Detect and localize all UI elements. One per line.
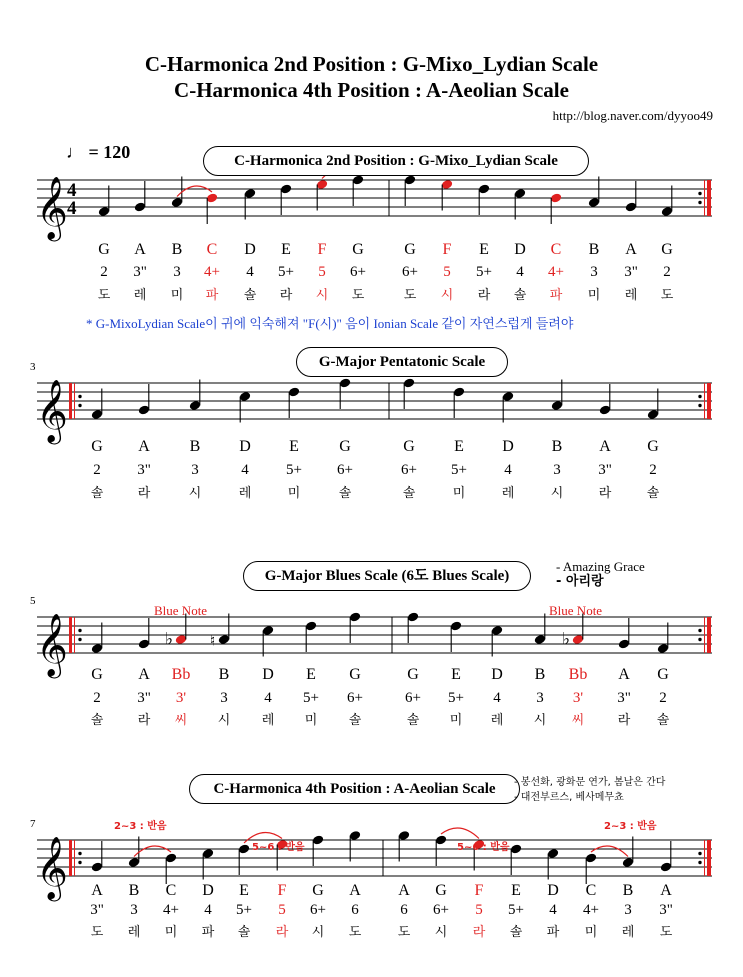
note-name: C [550,241,562,258]
hole-number: 5 [443,264,451,280]
solfege-label: 미 [587,288,601,303]
note-name: D [547,882,559,899]
note-name: E [289,438,299,455]
hole-number: 4 [204,902,212,918]
note-name: D [262,666,274,683]
solfege-label: 파 [546,925,560,940]
solfege-label: 도 [351,288,365,303]
hole-number: 6+ [402,264,418,280]
note-name: G [435,882,447,899]
note-name: C [165,882,177,899]
note-name: A [625,241,637,258]
hole-number: 3 [191,462,199,478]
hole-number: 5+ [448,690,464,706]
repeat-dot [698,638,701,641]
hole-number: 4 [264,690,272,706]
hole-number: 3' [572,690,584,706]
solfege-label: 시 [188,486,202,501]
note-name: A [660,882,672,899]
note-name: D [244,241,256,258]
note-name: G [647,438,659,455]
hole-number: 5 [475,902,483,918]
hole-number: 6+ [401,462,417,478]
solfege-label: 도 [397,925,411,940]
time-signature-bottom: 4 [67,198,77,219]
hole-number: 2 [93,462,101,478]
hole-number: 5+ [476,264,492,280]
repeat-dot [698,395,701,398]
solfege-label: 미 [584,925,598,940]
solfege-label: 솔 [90,713,104,728]
treble-clef-icon: 𝄞 [36,836,68,899]
solfege-label: 레 [238,486,252,501]
note-name: E [451,666,461,683]
solfege-label: 라 [279,288,293,303]
solfege-label: 도 [659,925,673,940]
solfege-label: 솔 [509,925,523,940]
hole-number: 6+ [310,902,326,918]
solfege-label: 시 [315,288,329,303]
hole-number: 4+ [583,902,599,918]
song-example: - 아리랑 [556,574,604,589]
note-name: B [551,438,563,455]
note-name: B [218,666,230,683]
note-name: B [171,241,183,258]
hole-number: 4 [504,462,512,478]
hole-number: 4 [549,902,557,918]
repeat-start-bar [69,617,72,653]
slur-arc [441,828,479,839]
solfege-label: 라 [275,925,289,940]
hole-number: 5 [278,902,286,918]
note-name: Bb [171,666,191,683]
solfege-label: 도 [660,288,674,303]
note-name: D [202,882,214,899]
hole-number: 2 [663,264,671,280]
hole-number: 6+ [347,690,363,706]
hole-number: 4 [516,264,524,280]
solfege-label: 씨 [174,713,188,728]
repeat-dot [78,638,81,641]
note-name: D [491,666,503,683]
hole-number: 4 [246,264,254,280]
hole-number: 6+ [433,902,449,918]
note-name: D [239,438,251,455]
note-name: B [588,241,600,258]
note-name: A [138,666,150,683]
treble-clef-icon: 𝄞 [36,613,68,676]
solfege-label: 파 [549,288,563,303]
tempo-marking: ♩ = 120 [66,142,131,162]
hole-number: 5 [318,264,326,280]
hole-number: 4 [241,462,249,478]
repeat-end-bar [707,617,711,653]
hole-number: 5+ [303,690,319,706]
footnote: * G-MixoLydian Scale이 귀에 익숙해져 "F(시)" 음이 Ionian Scale 같이 자연스럽게 들려야 [86,316,574,331]
solfege-label: 라 [617,713,631,728]
hole-number: 3 [130,902,138,918]
hole-number: 6+ [405,690,421,706]
hole-number: 3 [624,902,632,918]
bend-annotation: 2~3 : 반음 [114,821,167,832]
hole-number: 5+ [236,902,252,918]
repeat-dot [78,404,81,407]
solfege-label: 라 [137,713,151,728]
note-name: F [277,882,287,899]
solfege-label: 미 [449,713,463,728]
repeat-end-bar [707,840,711,876]
note-name: E [454,438,464,455]
solfege-label: 솔 [90,486,104,501]
hole-number: 2 [100,264,108,280]
solfege-label: 씨 [571,713,585,728]
solfege-label: 솔 [348,713,362,728]
solfege-label: 레 [133,288,147,303]
blue-note-label: Blue Note [154,603,208,618]
hole-number: 2 [649,462,657,478]
hole-number: 6 [351,902,359,918]
measure-number: 7 [30,818,36,830]
hole-number: 3 [173,264,181,280]
solfege-label: 레 [261,713,275,728]
hole-number: 6+ [350,264,366,280]
note-name: A [91,882,103,899]
repeat-end-bar [704,840,705,876]
hole-number: 5+ [278,264,294,280]
time-signature-top: 4 [67,180,77,201]
note-name: E [479,241,489,258]
repeat-start-bar [69,383,72,419]
note-name: F [474,882,484,899]
note-name: E [511,882,521,899]
repeat-dot [78,852,81,855]
solfege-label: 라 [598,486,612,501]
repeat-dot [698,852,701,855]
note-name: G [91,666,103,683]
solfege-label: 도 [97,288,111,303]
hole-number: 3" [133,264,147,280]
solfege-label: 미 [164,925,178,940]
solfege-label: 라 [477,288,491,303]
solfege-label: 솔 [646,486,660,501]
solfege-label: 미 [304,713,318,728]
hole-number: 3' [175,690,187,706]
scale-label-box: C-Harmonica 4th Position : A-Aeolian Scale [189,774,520,804]
treble-clef-icon: 𝄞 [36,176,68,239]
flat-sign-icon: ♭ [165,629,174,650]
solfege-label: 도 [348,925,362,940]
note-name: G [403,438,415,455]
slur-arc [591,846,628,857]
hole-number: 3" [598,462,612,478]
note-name: B [189,438,201,455]
note-name: A [134,241,146,258]
measure-number: 3 [30,361,36,373]
solfege-label: 솔 [402,486,416,501]
scale-label-box: C-Harmonica 2nd Position : G-Mixo_Lydian Scale [203,146,589,176]
solfege-label: 레 [621,925,635,940]
solfege-label: 시 [311,925,325,940]
blue-note-label: Blue Note [549,603,603,618]
hole-number: 4+ [548,264,564,280]
solfege-label: 레 [501,486,515,501]
hole-number: 2 [659,690,667,706]
title-1: C-Harmonica 2nd Position : G-Mixo_Lydian Scale [144,52,599,76]
solfege-label: 레 [624,288,638,303]
note-name: B [534,666,546,683]
hole-number: 4+ [163,902,179,918]
hole-number: 4 [493,690,501,706]
note-name: E [239,882,249,899]
solfege-label: 솔 [656,713,670,728]
note-name: G [312,882,324,899]
solfege-label: 시 [440,288,454,303]
note-name: G [349,666,361,683]
scale-label-box: G-Major Pentatonic Scale [296,347,508,377]
note-name: E [306,666,316,683]
note-name: A [349,882,361,899]
solfege-label: 시 [550,486,564,501]
hole-number: 3" [137,462,151,478]
repeat-start-bar [74,383,75,419]
solfege-label: 미 [287,486,301,501]
song-example: - 봉선화, 광화문 연가, 봄날은 간다 [514,777,666,788]
hole-number: 3" [137,690,151,706]
note-name: C [585,882,597,899]
solfege-label: 라 [472,925,486,940]
note-name: G [352,241,364,258]
solfege-label: 시 [217,713,231,728]
note-name: A [398,882,410,899]
solfege-label: 솔 [406,713,420,728]
note-name: A [618,666,630,683]
repeat-dot [78,395,81,398]
hole-number: 5+ [508,902,524,918]
repeat-dot [698,201,701,204]
note-name: B [622,882,634,899]
repeat-end-bar [704,617,705,653]
repeat-start-bar [74,840,75,876]
solfege-label: 미 [452,486,466,501]
solfege-label: 시 [533,713,547,728]
bend-annotation: 2~3 : 반음 [604,821,657,832]
note-name: G [91,438,103,455]
hole-number: 3" [624,264,638,280]
note-name: B [128,882,140,899]
scale-label-box: G-Major Blues Scale (6도 Blues Scale) [243,561,531,591]
note-name: F [317,241,327,258]
hole-number: 4+ [204,264,220,280]
hole-number: 3 [590,264,598,280]
note-name: C [206,241,218,258]
hole-number: 3" [659,902,673,918]
song-example: - Amazing Grace [556,559,645,574]
flat-sign-icon: ♭ [562,629,571,650]
note-name: Bb [568,666,588,683]
solfege-label: 솔 [338,486,352,501]
solfege-label: 시 [434,925,448,940]
hole-number: 3" [617,690,631,706]
solfege-label: 파 [201,925,215,940]
repeat-start-bar [74,617,75,653]
note-name: G [661,241,673,258]
measure-number: 5 [30,595,36,607]
hole-number: 3 [536,690,544,706]
hole-number: 5+ [286,462,302,478]
blog-url[interactable]: http://blog.naver.com/dyyoo49 [552,108,713,123]
note-name: A [599,438,611,455]
note-name: G [657,666,669,683]
note-name: A [138,438,150,455]
repeat-dot [698,861,701,864]
solfege-label: 도 [403,288,417,303]
note-name: G [339,438,351,455]
slur-arc [134,846,171,857]
title-2: C-Harmonica 4th Position : A-Aeolian Scale [174,78,569,102]
repeat-end-bar [704,180,705,216]
note-name: D [514,241,526,258]
hole-number: 6+ [337,462,353,478]
hole-number: 6 [400,902,408,918]
note-name: G [404,241,416,258]
repeat-end-bar [704,383,705,419]
repeat-end-bar [707,180,711,216]
solfege-label: 솔 [513,288,527,303]
solfege-label: 레 [127,925,141,940]
natural-sign-icon: ♮ [210,631,216,650]
hole-number: 5+ [451,462,467,478]
repeat-dot [698,404,701,407]
hole-number: 3" [90,902,104,918]
solfege-label: 레 [490,713,504,728]
solfege-label: 도 [90,925,104,940]
repeat-start-bar [69,840,72,876]
note-name: G [98,241,110,258]
staff-4 [0,795,743,899]
solfege-label: 솔 [237,925,251,940]
hole-number: 3 [220,690,228,706]
note-name: G [407,666,419,683]
repeat-dot [78,861,81,864]
song-example: - 대전부르스, 베사메무쵸 [514,792,624,803]
bend-annotation: 5~6 : 반음 [252,842,305,853]
repeat-dot [78,629,81,632]
hole-number: 3 [553,462,561,478]
bend-annotation: 5~6 : 반음 [457,842,510,853]
note-name: E [281,241,291,258]
repeat-dot [698,629,701,632]
solfege-label: 파 [205,288,219,303]
hole-number: 2 [93,690,101,706]
solfege-label: 미 [170,288,184,303]
treble-clef-icon: 𝄞 [36,379,68,442]
solfege-label: 솔 [243,288,257,303]
repeat-end-bar [707,383,711,419]
note-name: F [442,241,452,258]
solfege-label: 라 [137,486,151,501]
repeat-dot [698,192,701,195]
note-name: D [502,438,514,455]
